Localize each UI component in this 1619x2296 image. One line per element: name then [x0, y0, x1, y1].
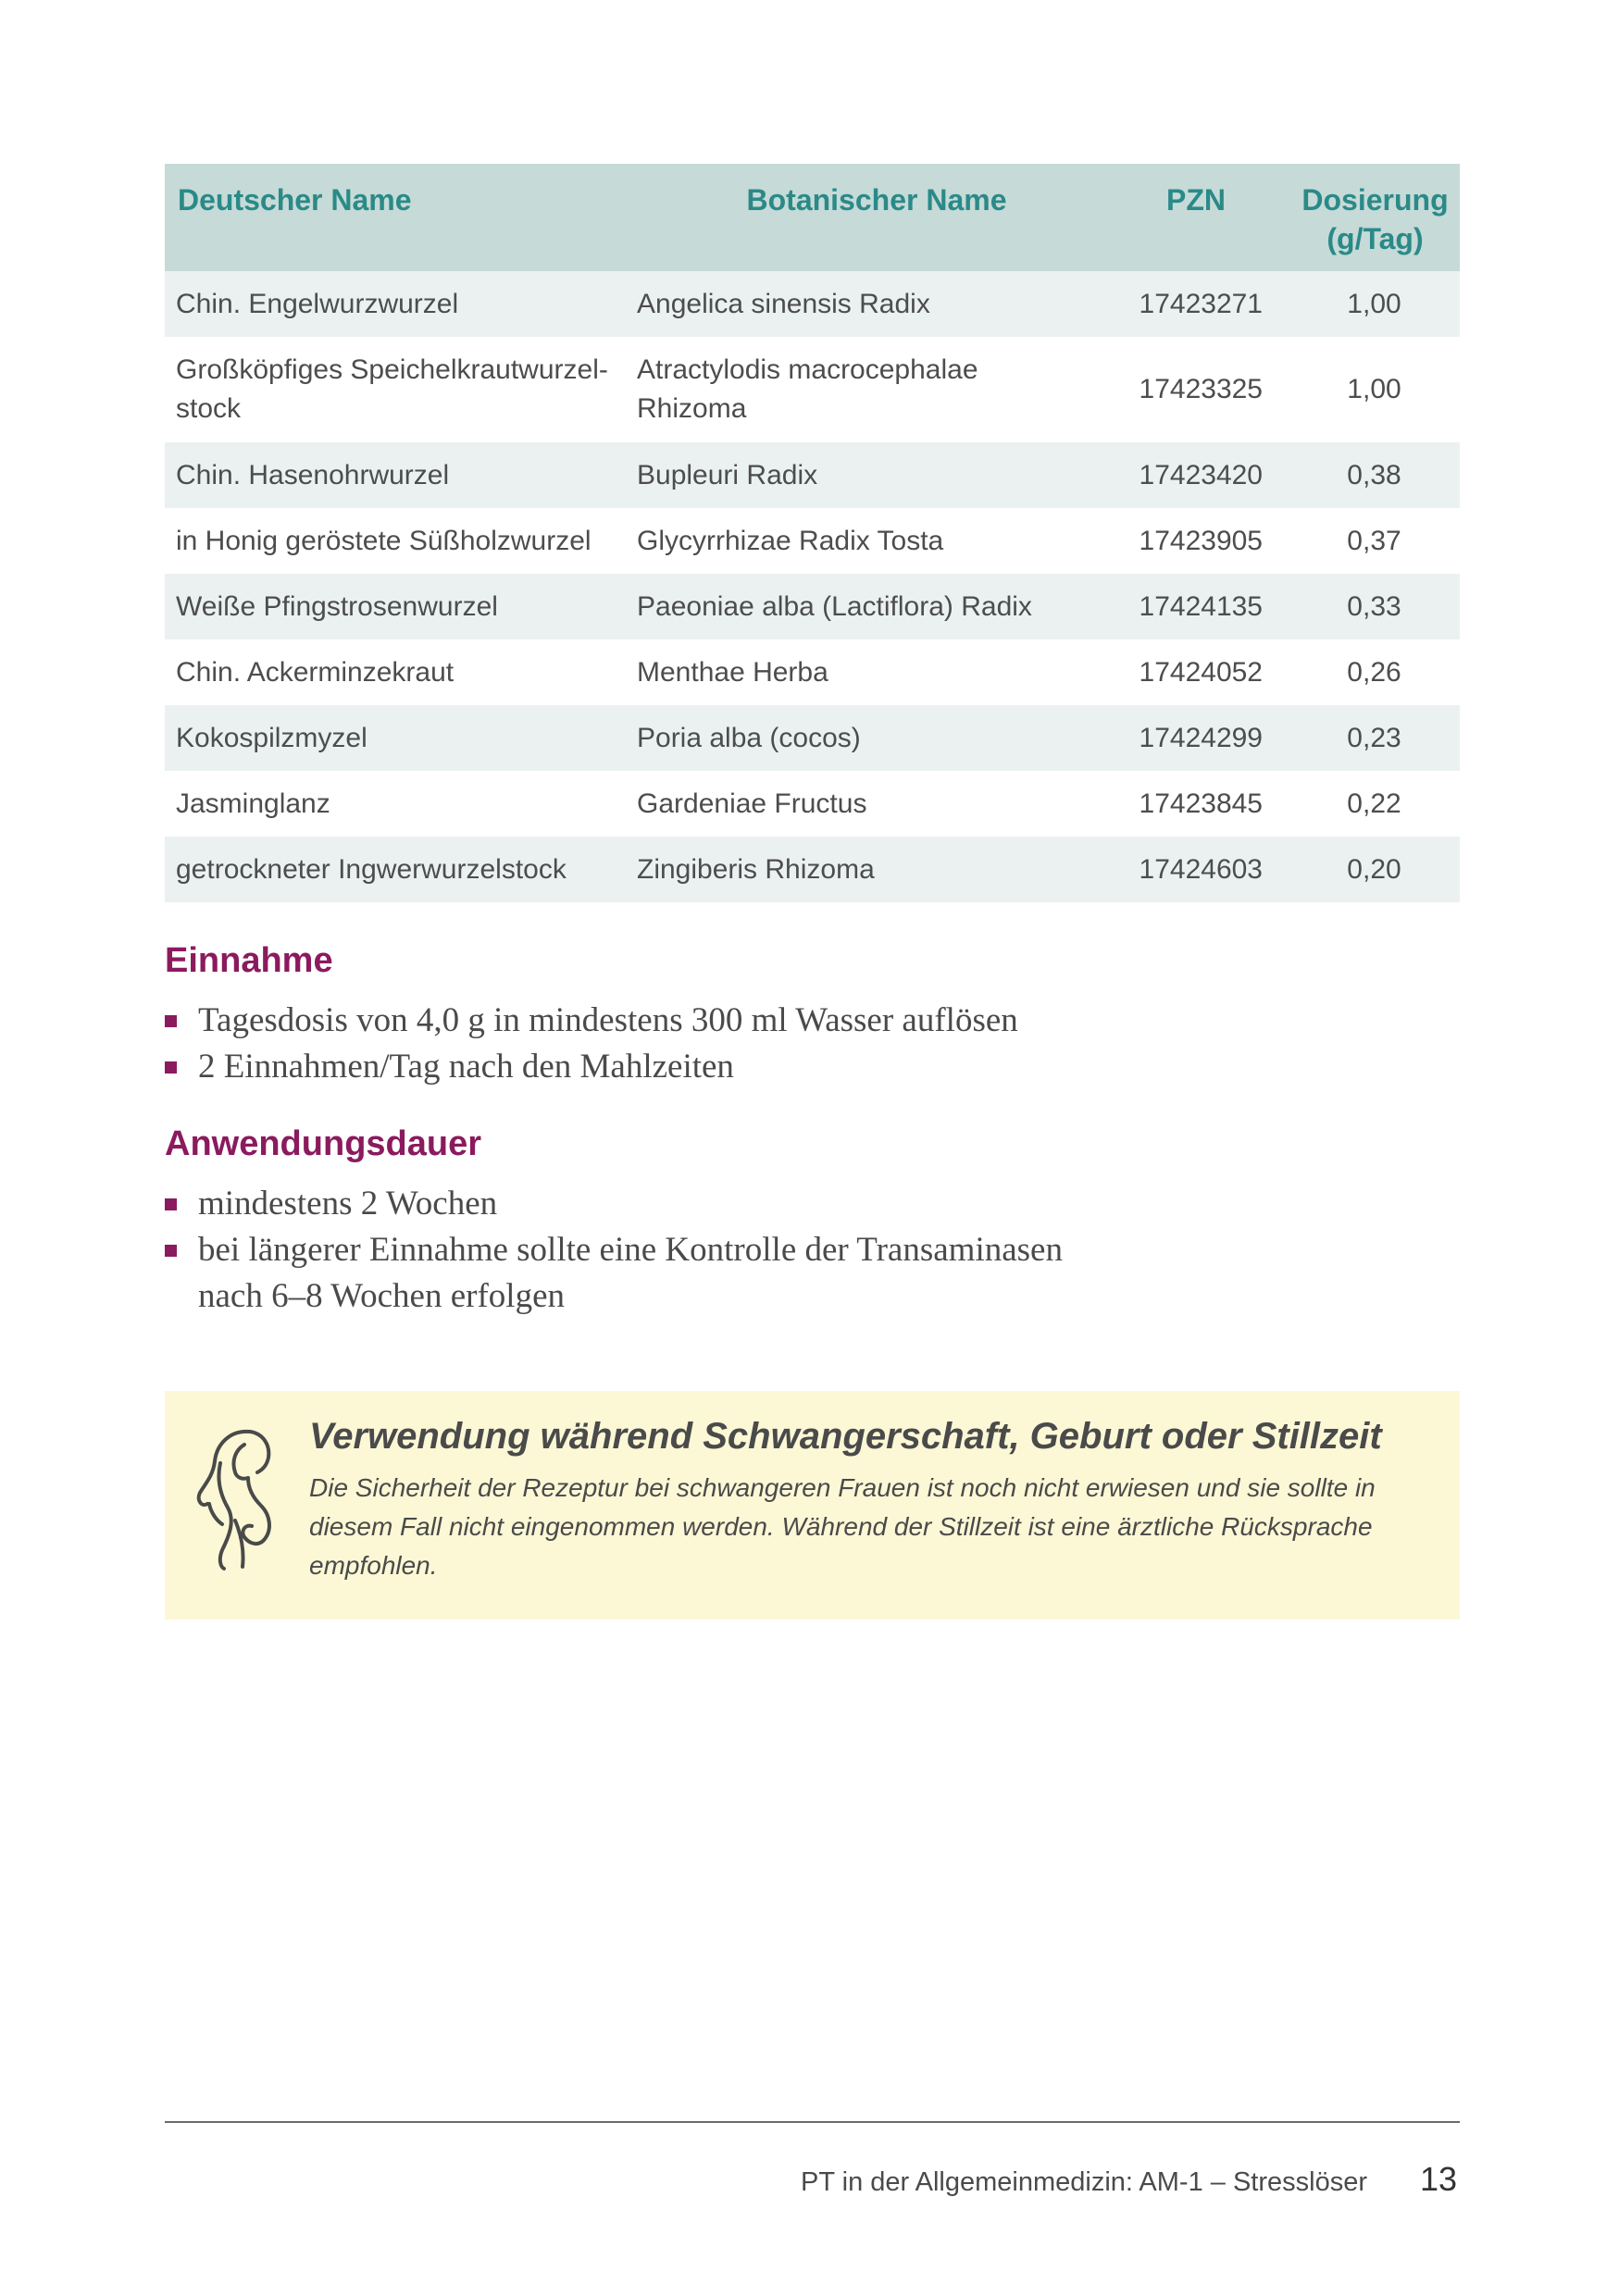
german-name-cell: in Honig geröstete Süßholzwurzel [176, 525, 592, 556]
botanical-name-cell: Menthae Herba [637, 656, 828, 688]
list-item-text: mindestens 2 Wochen [198, 1185, 498, 1222]
table-row [165, 508, 1460, 574]
pregnancy-info-box [165, 1391, 1460, 1620]
dosage-cell: 0,23 [1347, 722, 1401, 753]
pzn-cell: 17424603 [1139, 853, 1263, 885]
pzn-cell: 17423905 [1139, 525, 1263, 556]
german-name-cell: Kokospilzmyzel [176, 722, 367, 753]
german-name-cell: Jasminglanz [176, 788, 330, 819]
pregnancy-info-title: Verwendung während Schwangerschaft, Geburt oder Stillzeit [309, 1416, 1382, 1457]
botanical-name-cell: Poria alba (cocos) [637, 722, 861, 753]
botanical-name-cell: Zingiberis Rhizoma [637, 853, 875, 885]
pregnancy-info-text-line2: diesem Fall nicht eingenommen werden. Während der Stillzeit ist eine ärztliche Rücksprache [309, 1512, 1373, 1541]
pregnancy-info-text [309, 1469, 1420, 1585]
header-german-name: Deutscher Name [178, 183, 412, 217]
intake-heading: Einnahme [165, 941, 333, 980]
dosage-cell: 0,37 [1347, 525, 1401, 556]
list-item [165, 1181, 1368, 1227]
list-item-text-line2: nach 6–8 Wochen erfolgen [198, 1277, 565, 1315]
botanical-name-cell: Glycyrrhizae Radix Tosta [637, 525, 944, 556]
footer-title: PT in der Allgemeinmedizin: AM-1 – Stresslöser [801, 2167, 1367, 2197]
german-name-line2: stock [176, 393, 242, 424]
german-name-cell [165, 337, 626, 442]
botanical-name-cell: Bupleuri Radix [637, 459, 818, 490]
german-name-cell: Weiße Pfingstrosenwurzel [176, 590, 498, 622]
duration-heading: Anwendungsdauer [165, 1124, 482, 1163]
pzn-cell: 17423845 [1139, 788, 1263, 819]
list-item-text-line1: bei längerer Einnahme sollte eine Kontrolle der Transaminasen [198, 1231, 1063, 1269]
dosage-cell: 0,26 [1347, 656, 1401, 688]
dosage-cell: 0,22 [1347, 788, 1401, 819]
pzn-cell: 17424299 [1139, 722, 1263, 753]
table-row [165, 574, 1460, 639]
bullet-square-icon [165, 1015, 177, 1027]
herb-table [165, 164, 1460, 902]
bullet-square-icon [165, 1245, 177, 1257]
table-row [165, 771, 1460, 837]
footer-divider [165, 2121, 1460, 2123]
dosage-cell: 0,20 [1347, 853, 1401, 885]
header-dosage [1289, 164, 1460, 271]
dosage-cell: 0,38 [1347, 459, 1401, 490]
list-item-text: 2 Einnahmen/Tag nach den Mahlzeiten [198, 1048, 734, 1086]
bullet-square-icon [165, 1198, 177, 1210]
list-item-text: Tagesdosis von 4,0 g in mindestens 300 ml Wasser auflösen [198, 1001, 1018, 1039]
list-item [165, 1044, 1368, 1090]
german-name-cell: Chin. Hasenohrwurzel [176, 459, 450, 490]
pzn-cell: 17424052 [1139, 656, 1263, 688]
pregnancy-info-text-line3: empfohlen. [309, 1551, 438, 1580]
header-dosage-line1: Dosierung [1301, 183, 1449, 217]
intake-list [165, 998, 1368, 1090]
botanical-name-cell: Angelica sinensis Radix [637, 288, 930, 319]
header-dosage-line2: (g/Tag) [1326, 222, 1424, 255]
pzn-cell: 17423420 [1139, 459, 1263, 490]
botanical-name-line2: Rhizoma [637, 393, 747, 424]
table-row [165, 837, 1460, 902]
table-row [165, 442, 1460, 508]
table-row [165, 337, 1460, 442]
dosage-cell: 0,33 [1347, 590, 1401, 622]
pregnancy-info-text-line1: Die Sicherheit der Rezeptur bei schwangeren Frauen ist noch nicht erwiesen und sie sollte in [309, 1473, 1376, 1502]
header-pzn: PZN [1166, 183, 1226, 217]
bullet-square-icon [165, 1061, 177, 1074]
pzn-cell: 17423271 [1139, 288, 1263, 319]
table-row [165, 271, 1460, 337]
botanical-name-cell [626, 337, 1126, 442]
pzn-cell: 17423325 [1139, 374, 1263, 404]
table-row [165, 705, 1460, 771]
pregnant-woman-icon [193, 1424, 285, 1572]
table-row [165, 639, 1460, 705]
page-number: 13 [1420, 2160, 1458, 2198]
german-name-cell: Chin. Engelwurzwurzel [176, 288, 459, 319]
botanical-name-cell: Paeoniae alba (Lactiflora) Radix [637, 590, 1032, 622]
pzn-cell: 17424135 [1139, 590, 1263, 622]
german-name-cell: getrockneter Ingwerwurzelstock [176, 853, 567, 885]
german-name-cell: Chin. Ackerminzekraut [176, 656, 455, 688]
botanical-name-line1: Atractylodis macrocephalae [637, 354, 978, 385]
german-name-line1: Großköpfiges Speichelkrautwurzel- [176, 354, 608, 385]
botanical-name-cell: Gardeniae Fructus [637, 788, 867, 819]
dosage-cell: 1,00 [1347, 288, 1401, 319]
header-botanical-name: Botanischer Name [746, 183, 1007, 217]
dosage-cell: 1,00 [1347, 374, 1401, 404]
duration-list [165, 1181, 1368, 1320]
list-item [165, 998, 1368, 1044]
table-header-row [165, 164, 1460, 271]
list-item [165, 1227, 1368, 1320]
